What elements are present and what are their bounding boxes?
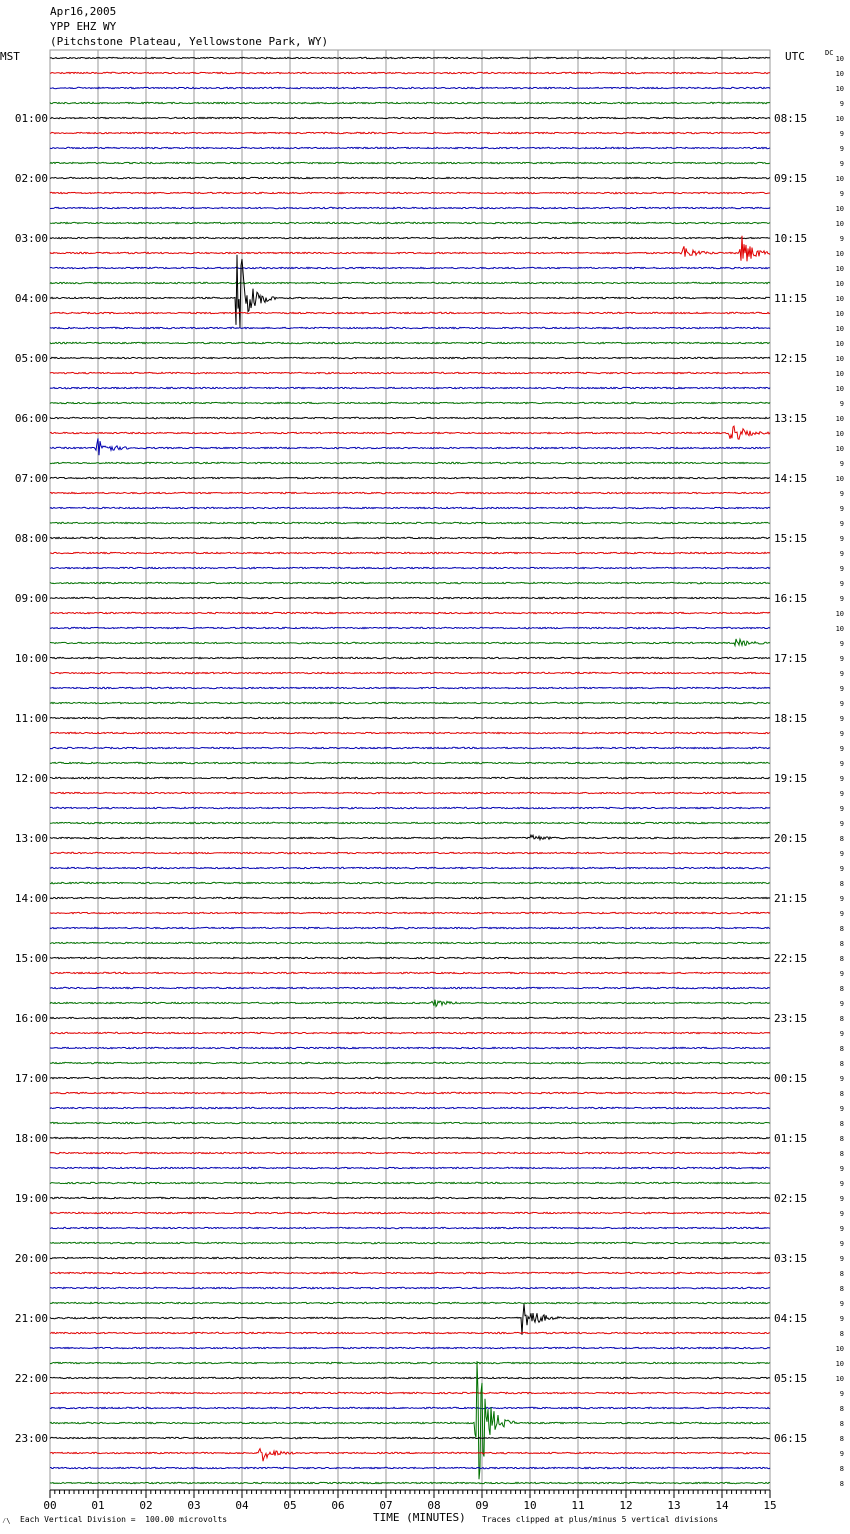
trace-row-89 [50, 1392, 770, 1393]
x-tick-label: 13 [667, 1499, 681, 1512]
dc-offset-value: 9 [839, 190, 844, 198]
dc-offset-value: 9 [839, 1315, 844, 1323]
dc-offset-value: 10 [835, 205, 844, 213]
utc-hour-label: 16:15 [774, 592, 808, 605]
trace-row-36 [50, 597, 770, 598]
dc-offset-value: 9 [839, 1195, 844, 1203]
dc-offset-value: 10 [835, 325, 844, 333]
dc-offset-value: 9 [839, 1075, 844, 1083]
dc-offset-value: 9 [839, 505, 844, 513]
dc-offset-value: 8 [839, 1060, 844, 1068]
x-tick-label: 15 [763, 1499, 777, 1512]
utc-hour-label: 06:15 [774, 1432, 808, 1445]
dc-offset-value: 10 [835, 265, 844, 273]
dc-offset-value: 9 [839, 820, 844, 828]
utc-hour-label: 20:15 [774, 832, 808, 845]
dc-offset-value: 8 [839, 1435, 844, 1443]
dc-offset-value: 9 [839, 580, 844, 588]
dc-offset-value: 10 [835, 1345, 844, 1353]
dc-offset-value: 8 [839, 1420, 844, 1428]
trace-row-13 [50, 236, 770, 261]
dc-offset-value: 10 [835, 250, 844, 258]
mst-hour-label: 04:00 [14, 292, 48, 305]
x-tick-label: 05 [283, 1499, 297, 1512]
utc-hour-label: 05:15 [774, 1372, 808, 1385]
trace-row-72 [50, 1137, 770, 1138]
trace-row-46 [50, 747, 770, 748]
dc-offset-value: 9 [839, 670, 844, 678]
dc-offset-value: 9 [839, 745, 844, 753]
helicorder-date: Apr16,2005 [50, 5, 117, 18]
x-tick-label: 08 [427, 1499, 441, 1512]
utc-hour-label: 12:15 [774, 352, 808, 365]
trace-row-73 [50, 1152, 770, 1153]
x-tick-label: 11 [571, 1499, 585, 1512]
dc-offset-value: 8 [839, 1120, 844, 1128]
dc-offset-value: 9 [839, 760, 844, 768]
dc-offset-value: 9 [839, 1255, 844, 1263]
trace-row-8 [50, 177, 770, 178]
mst-hour-label: 07:00 [14, 472, 48, 485]
dc-offset-value: 8 [839, 1285, 844, 1293]
dc-offset-value: 10 [835, 1375, 844, 1383]
dc-offset-value: 10 [835, 625, 844, 633]
trace-row-61 [50, 972, 770, 973]
utc-hour-label: 14:15 [774, 472, 808, 485]
trace-row-70 [50, 1107, 770, 1108]
x-tick-label: 01 [91, 1499, 105, 1512]
trace-row-65 [50, 1032, 770, 1033]
dc-offset-value: 10 [835, 55, 844, 63]
x-tick-label: 12 [619, 1499, 633, 1512]
utc-hour-label: 08:15 [774, 112, 808, 125]
dc-offset-value: 10 [835, 175, 844, 183]
trace-row-9 [50, 192, 770, 193]
dc-offset-value: 9 [839, 865, 844, 873]
trace-row-20 [50, 357, 770, 358]
trace-row-19 [50, 342, 770, 343]
utc-hour-label: 13:15 [774, 412, 808, 425]
trace-row-92 [50, 1437, 770, 1438]
trace-row-39 [50, 639, 770, 646]
trace-row-25 [50, 426, 770, 439]
trace-row-58 [50, 927, 770, 928]
trace-row-32 [50, 537, 770, 538]
trace-row-67 [50, 1062, 770, 1063]
dc-offset-value: 8 [839, 925, 844, 933]
dc-offset-value: 8 [839, 1150, 844, 1158]
dc-offset-value: 8 [839, 835, 844, 843]
dc-offset-value: 9 [839, 550, 844, 558]
utc-hour-label: 15:15 [774, 532, 808, 545]
trace-row-14 [50, 267, 770, 268]
trace-row-16 [50, 255, 770, 328]
trace-row-66 [50, 1047, 770, 1048]
trace-row-30 [50, 507, 770, 508]
trace-row-78 [50, 1227, 770, 1228]
utc-hour-label: 19:15 [774, 772, 808, 785]
trace-row-37 [50, 612, 770, 613]
x-tick-label: 03 [187, 1499, 201, 1512]
trace-row-83 [50, 1302, 770, 1303]
trace-row-68 [50, 1077, 770, 1078]
trace-row-88 [50, 1377, 770, 1378]
mst-hour-label: 23:00 [14, 1432, 48, 1445]
dc-offset-value: 9 [839, 235, 844, 243]
trace-row-3 [50, 102, 770, 103]
dc-offset-value: 9 [839, 1000, 844, 1008]
station-location: (Pitchstone Plateau, Yellowstone Park, WY) [50, 35, 329, 48]
trace-row-42 [50, 687, 770, 688]
dc-offset-value: 9 [839, 775, 844, 783]
trace-row-60 [50, 957, 770, 958]
mst-hour-label: 18:00 [14, 1132, 48, 1145]
dc-offset-value: 9 [839, 400, 844, 408]
dc-offset-value: 10 [835, 310, 844, 318]
mst-hour-label: 17:00 [14, 1072, 48, 1085]
utc-hour-label: 04:15 [774, 1312, 808, 1325]
dc-offset-value: 9 [839, 655, 844, 663]
mst-hour-label: 06:00 [14, 412, 48, 425]
trace-row-48 [50, 777, 770, 778]
mst-hour-label: 20:00 [14, 1252, 48, 1265]
trace-row-28 [50, 477, 770, 478]
dc-offset-value: 9 [839, 535, 844, 543]
trace-row-81 [50, 1272, 770, 1273]
dc-offset-value: 9 [839, 640, 844, 648]
mst-hour-label: 05:00 [14, 352, 48, 365]
trace-row-43 [50, 702, 770, 703]
trace-row-53 [50, 852, 770, 853]
dc-offset-value: 10 [835, 220, 844, 228]
dc-offset-value: 9 [839, 1210, 844, 1218]
mst-hour-label: 22:00 [14, 1372, 48, 1385]
dc-offset-value: 9 [839, 595, 844, 603]
dc-offset-value: 10 [835, 355, 844, 363]
trace-row-77 [50, 1212, 770, 1213]
trace-row-79 [50, 1242, 770, 1243]
trace-row-54 [50, 867, 770, 868]
trace-row-49 [50, 792, 770, 793]
dc-offset-value: 8 [839, 985, 844, 993]
dc-offset-value: 9 [839, 1390, 844, 1398]
dc-offset-value: 9 [839, 160, 844, 168]
dc-offset-value: 10 [835, 1360, 844, 1368]
trace-row-4 [50, 117, 770, 118]
left-footer-mark: ⁄\ [2, 1517, 11, 1525]
utc-hour-label: 09:15 [774, 172, 808, 185]
x-tick-label: 07 [379, 1499, 393, 1512]
dc-offset-value: 9 [839, 685, 844, 693]
dc-offset-value: 8 [839, 1270, 844, 1278]
trace-row-82 [50, 1287, 770, 1288]
trace-row-76 [50, 1197, 770, 1198]
trace-row-21 [50, 372, 770, 373]
mst-hour-label: 13:00 [14, 832, 48, 845]
utc-hour-label: 01:15 [774, 1132, 808, 1145]
mst-hour-label: 15:00 [14, 952, 48, 965]
dc-offset-value: 10 [835, 370, 844, 378]
trace-row-41 [50, 672, 770, 673]
trace-row-47 [50, 762, 770, 763]
dc-offset-value: 8 [839, 1015, 844, 1023]
utc-hour-label: 23:15 [774, 1012, 808, 1025]
trace-row-90 [50, 1407, 770, 1408]
trace-row-69 [50, 1092, 770, 1093]
trace-row-27 [50, 462, 770, 463]
trace-row-0 [50, 57, 770, 58]
x-tick-label: 04 [235, 1499, 249, 1512]
trace-row-18 [50, 327, 770, 328]
station-code: YPP EHZ WY [50, 20, 117, 33]
dc-offset-value: 8 [839, 1480, 844, 1488]
dc-offset-value: 10 [835, 385, 844, 393]
dc-offset-value: 9 [839, 850, 844, 858]
dc-offset-value: 9 [839, 130, 844, 138]
trace-row-15 [50, 282, 770, 283]
trace-row-50 [50, 807, 770, 808]
dc-offset-value: 9 [839, 145, 844, 153]
dc-offset-value: 9 [839, 565, 844, 573]
trace-row-38 [50, 627, 770, 628]
trace-row-51 [50, 822, 770, 823]
dc-offset-value: 10 [835, 115, 844, 123]
dc-offset-value: 9 [839, 895, 844, 903]
utc-hour-label: 02:15 [774, 1192, 808, 1205]
utc-hour-label: 17:15 [774, 652, 808, 665]
dc-offset-value: 10 [835, 445, 844, 453]
dc-offset-value: 10 [835, 415, 844, 423]
dc-offset-value: 8 [839, 955, 844, 963]
dc-offset-value: 9 [839, 1180, 844, 1188]
dc-offset-value: 8 [839, 1330, 844, 1338]
dc-offset-value: 9 [839, 790, 844, 798]
trace-row-55 [50, 882, 770, 883]
mst-hour-label: 14:00 [14, 892, 48, 905]
dc-offset-value: 9 [839, 1165, 844, 1173]
trace-row-11 [50, 222, 770, 223]
trace-row-75 [50, 1182, 770, 1183]
mst-hour-label: 02:00 [14, 172, 48, 185]
mst-hour-label: 12:00 [14, 772, 48, 785]
trace-row-86 [50, 1347, 770, 1348]
trace-row-35 [50, 582, 770, 583]
trace-row-2 [50, 87, 770, 88]
dc-offset-value: 8 [839, 1465, 844, 1473]
mst-hour-label: 03:00 [14, 232, 48, 245]
clip-note: Traces clipped at plus/minus 5 vertical divisions [482, 1515, 719, 1524]
trace-row-17 [50, 312, 770, 313]
mst-hour-label: 19:00 [14, 1192, 48, 1205]
dc-offset-label: DC [825, 49, 834, 57]
utc-hour-label: 10:15 [774, 232, 808, 245]
dc-offset-value: 10 [835, 610, 844, 618]
trace-row-26 [50, 438, 770, 455]
x-axis-title: TIME (MINUTES) [373, 1511, 466, 1524]
dc-offset-value: 9 [839, 100, 844, 108]
dc-offset-value: 9 [839, 910, 844, 918]
trace-row-93 [50, 1449, 770, 1462]
dc-offset-value: 10 [835, 430, 844, 438]
dc-offset-value: 9 [839, 730, 844, 738]
mst-hour-label: 01:00 [14, 112, 48, 125]
dc-offset-value: 9 [839, 1240, 844, 1248]
trace-row-34 [50, 567, 770, 568]
dc-offset-value: 8 [839, 1045, 844, 1053]
trace-row-64 [50, 1017, 770, 1018]
trace-row-24 [50, 417, 770, 418]
trace-row-84 [50, 1304, 770, 1335]
trace-row-23 [50, 402, 770, 403]
dc-offset-value: 9 [839, 1030, 844, 1038]
trace-row-45 [50, 732, 770, 733]
dc-offset-value: 8 [839, 880, 844, 888]
trace-row-95 [50, 1482, 770, 1483]
dc-offset-value: 10 [835, 340, 844, 348]
dc-offset-value: 9 [839, 520, 844, 528]
utc-hour-label: 00:15 [774, 1072, 808, 1085]
mst-hour-label: 09:00 [14, 592, 48, 605]
dc-offset-value: 9 [839, 1225, 844, 1233]
dc-offset-value: 10 [835, 70, 844, 78]
trace-row-22 [50, 387, 770, 388]
trace-row-80 [50, 1257, 770, 1258]
trace-row-63 [50, 1000, 770, 1007]
dc-offset-value: 10 [835, 475, 844, 483]
utc-hour-label: 22:15 [774, 952, 808, 965]
dc-offset-value: 9 [839, 1105, 844, 1113]
mst-hour-label: 08:00 [14, 532, 48, 545]
x-tick-label: 09 [475, 1499, 489, 1512]
x-tick-label: 06 [331, 1499, 345, 1512]
mst-hour-label: 10:00 [14, 652, 48, 665]
x-tick-label: 00 [43, 1499, 57, 1512]
dc-offset-value: 9 [839, 490, 844, 498]
trace-row-6 [50, 147, 770, 148]
mst-hour-label: 16:00 [14, 1012, 48, 1025]
dc-offset-value: 9 [839, 1300, 844, 1308]
utc-axis-label: UTC [785, 50, 805, 63]
trace-row-29 [50, 492, 770, 493]
trace-row-10 [50, 207, 770, 208]
x-tick-label: 02 [139, 1499, 153, 1512]
trace-row-5 [50, 132, 770, 133]
dc-offset-value: 9 [839, 970, 844, 978]
mst-hour-label: 11:00 [14, 712, 48, 725]
x-tick-label: 14 [715, 1499, 729, 1512]
dc-offset-value: 10 [835, 295, 844, 303]
dc-offset-value: 10 [835, 280, 844, 288]
trace-row-85 [50, 1332, 770, 1333]
mst-axis-label: MST [0, 50, 20, 63]
trace-row-94 [50, 1467, 770, 1468]
trace-row-71 [50, 1122, 770, 1123]
dc-offset-value: 10 [835, 85, 844, 93]
dc-offset-value: 8 [839, 1405, 844, 1413]
x-tick-label: 10 [523, 1499, 537, 1512]
dc-offset-value: 9 [839, 805, 844, 813]
trace-row-52 [50, 835, 770, 840]
utc-hour-label: 03:15 [774, 1252, 808, 1265]
trace-row-31 [50, 522, 770, 523]
dc-offset-value: 9 [839, 700, 844, 708]
trace-row-62 [50, 987, 770, 988]
trace-row-7 [50, 162, 770, 163]
dc-offset-value: 9 [839, 1450, 844, 1458]
trace-row-44 [50, 717, 770, 718]
trace-row-74 [50, 1167, 770, 1168]
utc-hour-label: 21:15 [774, 892, 808, 905]
trace-row-12 [50, 237, 770, 238]
scale-note: Each Vertical Division = 100.00 microvolts [20, 1515, 228, 1524]
dc-offset-value: 8 [839, 1090, 844, 1098]
trace-row-87 [50, 1362, 770, 1363]
trace-row-1 [50, 72, 770, 73]
dc-offset-value: 9 [839, 715, 844, 723]
utc-hour-label: 18:15 [774, 712, 808, 725]
trace-row-33 [50, 552, 770, 553]
dc-offset-value: 8 [839, 940, 844, 948]
trace-row-56 [50, 897, 770, 898]
trace-row-57 [50, 912, 770, 913]
trace-row-59 [50, 942, 770, 943]
dc-offset-value: 9 [839, 460, 844, 468]
dc-offset-value: 8 [839, 1135, 844, 1143]
trace-row-40 [50, 657, 770, 658]
mst-hour-label: 21:00 [14, 1312, 48, 1325]
utc-hour-label: 11:15 [774, 292, 808, 305]
